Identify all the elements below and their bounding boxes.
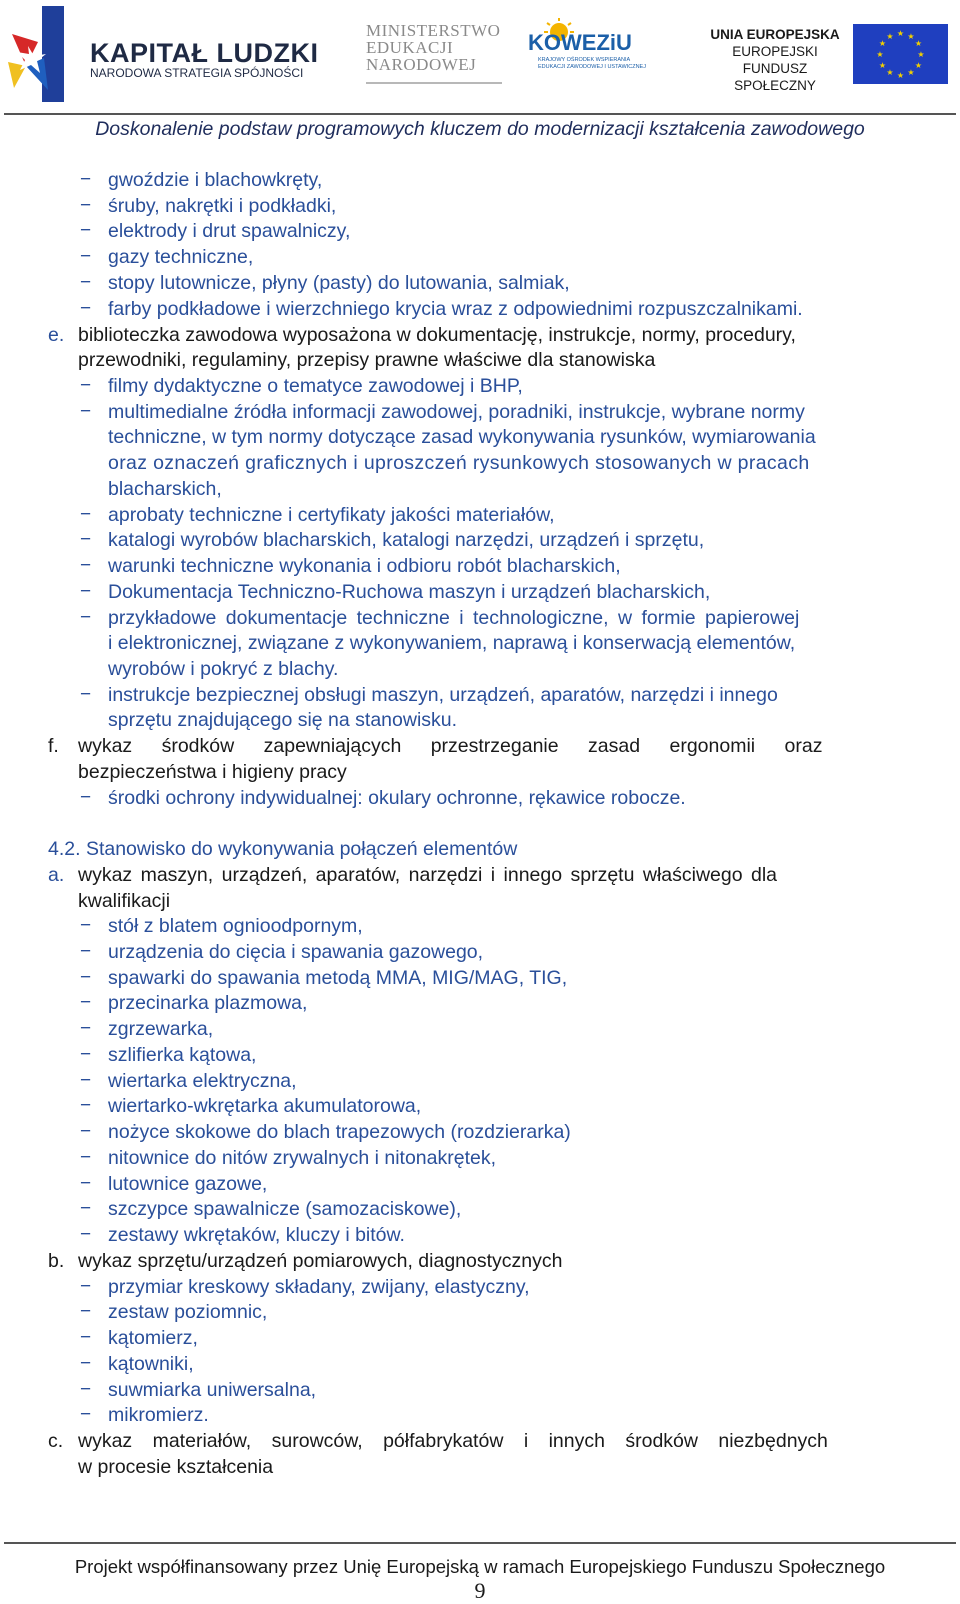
list-item: multimedialne źródła informacji zawodowej, poradniki, instrukcje, wybrane normy bbox=[108, 401, 805, 423]
eu-flag-icon bbox=[853, 24, 948, 84]
list-dash: − bbox=[80, 581, 92, 602]
list-dash: − bbox=[80, 684, 92, 705]
list-dash: − bbox=[80, 1198, 92, 1219]
list-item: stół z blatem ognioodpornym, bbox=[108, 915, 363, 937]
item-marker-b: b. bbox=[48, 1250, 65, 1272]
svg-text:★: ★ bbox=[914, 61, 923, 70]
list-item: zgrzewarka, bbox=[108, 1018, 214, 1040]
item-b-line-1: wykaz sprzętu/urządzeń pomiarowych, diagnostycznych bbox=[78, 1250, 563, 1272]
svg-text:★: ★ bbox=[896, 71, 905, 80]
kapital-ludzki-subtitle: NARODOWA STRATEGIA SPÓJNOŚCI bbox=[90, 66, 304, 80]
ministry-logo bbox=[366, 22, 500, 73]
svg-text:★: ★ bbox=[876, 50, 884, 59]
item-a-line-1: wykaz maszyn, urządzeń, aparatów, narzędzi i innego sprzętu właściwego dla bbox=[78, 864, 778, 886]
list-dash: − bbox=[80, 555, 92, 576]
list-dash: − bbox=[80, 504, 92, 525]
list-dash: − bbox=[80, 195, 92, 216]
eu-text bbox=[704, 26, 846, 94]
kowezu-name: KOWEZiU bbox=[528, 30, 632, 55]
ministry-line-1: MINISTERSTWO bbox=[366, 21, 501, 40]
list-dash: − bbox=[80, 1379, 92, 1400]
list-dash: − bbox=[80, 529, 92, 550]
kapital-ludzki-title: KAPITAŁ LUDZKI bbox=[90, 38, 319, 68]
list-item: warunki techniczne wykonania i odbioru robót blacharskich, bbox=[108, 555, 621, 577]
svg-text:★: ★ bbox=[914, 39, 923, 48]
item-c-line-1: wykaz materiałów, surowców, półfabrykatów i innych środków niezbędnych bbox=[78, 1430, 828, 1452]
list-item: szczypce spawalnicze (samozaciskowe), bbox=[108, 1198, 462, 1220]
list-dash: − bbox=[80, 1353, 92, 1374]
item-marker-f: f. bbox=[48, 735, 59, 757]
list-dash: − bbox=[80, 298, 92, 319]
list-item: farby podkładowe i wierzchniego krycia wraz z odpowiednimi rozpuszczalnikami. bbox=[108, 298, 803, 320]
list-dash: − bbox=[80, 272, 92, 293]
list-dash: − bbox=[80, 1070, 92, 1091]
list-dash: − bbox=[80, 607, 92, 628]
header-divider bbox=[4, 113, 956, 115]
list-dash: − bbox=[80, 967, 92, 988]
list-item: zestawy wkrętaków, kluczy i bitów. bbox=[108, 1224, 405, 1246]
list-item: kątowniki, bbox=[108, 1353, 194, 1375]
footer-text: Projekt współfinansowany przez Unię Europejską w ramach Europejskiego Funduszu Społecznego bbox=[74, 1556, 886, 1577]
list-item-continuation: sprzętu znajdującego się na stanowisku. bbox=[108, 709, 458, 731]
list-item: przymiar kreskowy składany, zwijany, elastyczny, bbox=[108, 1276, 530, 1298]
footer-divider bbox=[4, 1542, 956, 1544]
list-dash: − bbox=[80, 1095, 92, 1116]
item-f-line-2: bezpieczeństwa i higieny pracy bbox=[78, 761, 347, 783]
list-item: przecinarka plazmowa, bbox=[108, 992, 308, 1014]
list-item: suwmiarka uniwersalna, bbox=[108, 1379, 317, 1401]
header-logos bbox=[0, 0, 960, 112]
section-heading: 4.2. Stanowisko do wykonywania połączeń elementów bbox=[48, 838, 518, 860]
list-dash: − bbox=[80, 1044, 92, 1065]
list-item: urządzenia do cięcia i spawania gazowego, bbox=[108, 941, 484, 963]
eu-line-1: UNIA EUROPEJSKA bbox=[710, 27, 840, 42]
kowezu-subtitle bbox=[538, 57, 646, 71]
kowezu-subtitle-line-2: EDUKACJI ZAWODOWEJ I USTAWICZNEJ bbox=[538, 64, 646, 70]
ministry-logo-underline bbox=[366, 82, 502, 84]
list-dash: − bbox=[80, 1018, 92, 1039]
kowezu-subtitle-line-1: KRAJOWY OŚRODEK WSPIERANIA bbox=[538, 57, 631, 63]
list-dash: − bbox=[80, 941, 92, 962]
list-dash: − bbox=[80, 1301, 92, 1322]
list-dash: − bbox=[80, 1121, 92, 1142]
ministry-line-2: EDUKACJI bbox=[366, 38, 454, 57]
kapital-ludzki-logo-mark bbox=[4, 4, 66, 104]
list-dash: − bbox=[80, 375, 92, 396]
page-number: 9 bbox=[474, 1578, 486, 1603]
list-item: Dokumentacja Techniczno-Ruchowa maszyn i urządzeń blacharskich, bbox=[108, 581, 711, 603]
list-item-continuation: wyrobów i pokryć z blachy. bbox=[108, 658, 339, 680]
list-item: elektrody i drut spawalniczy, bbox=[108, 220, 351, 242]
list-item: mikromierz. bbox=[108, 1404, 209, 1426]
list-dash: − bbox=[80, 220, 92, 241]
item-marker-c: c. bbox=[48, 1430, 64, 1452]
item-a-line-2: kwalifikacji bbox=[78, 890, 171, 912]
list-item: szlifierka kątowa, bbox=[108, 1044, 257, 1066]
list-item: nożyce skokowe do blach trapezowych (rozdzierarka) bbox=[108, 1121, 571, 1143]
list-dash: − bbox=[80, 1224, 92, 1245]
ministry-line-3: NARODOWEJ bbox=[366, 55, 477, 74]
list-item: przykładowe dokumentacje techniczne i technologiczne, w formie papierowej bbox=[108, 607, 800, 629]
item-marker-e: e. bbox=[48, 324, 65, 346]
item-e-line-1: biblioteczka zawodowa wyposażona w dokumentację, instrukcje, normy, procedury, bbox=[78, 324, 796, 346]
list-item-continuation: oraz oznaczeń graficznych i uproszczeń rysunkowych stosowanych w pracach bbox=[108, 452, 810, 474]
list-item: aprobaty techniczne i certyfikaty jakości materiałów, bbox=[108, 504, 555, 526]
running-title: Doskonalenie podstaw programowych kluczem do modernizacji kształcenia zawodowego bbox=[95, 118, 865, 140]
list-dash: − bbox=[80, 915, 92, 936]
list-item: gwoździe i blachowkręty, bbox=[108, 169, 323, 191]
list-dash: − bbox=[80, 1147, 92, 1168]
item-marker-a: a. bbox=[48, 864, 65, 886]
svg-text:★: ★ bbox=[878, 61, 887, 70]
svg-text:★: ★ bbox=[907, 68, 915, 77]
svg-text:★: ★ bbox=[878, 39, 887, 48]
list-item: gazy techniczne, bbox=[108, 246, 254, 268]
eu-line-2: EUROPEJSKI bbox=[732, 44, 818, 59]
list-dash: − bbox=[80, 1173, 92, 1194]
list-item: filmy dydaktyczne o tematyce zawodowej i BHP, bbox=[108, 375, 523, 397]
list-dash: − bbox=[80, 1276, 92, 1297]
list-item-continuation: blacharskich, bbox=[108, 478, 222, 500]
list-item: śruby, nakrętki i podkładki, bbox=[108, 195, 337, 217]
list-item: lutownice gazowe, bbox=[108, 1173, 268, 1195]
list-dash: − bbox=[80, 246, 92, 267]
list-item: spawarki do spawania metodą MMA, MIG/MAG, TIG, bbox=[108, 967, 568, 989]
list-item: zestaw poziomnic, bbox=[108, 1301, 268, 1323]
list-dash: − bbox=[80, 787, 92, 808]
list-item: stopy lutownicze, płyny (pasty) do lutowania, salmiak, bbox=[108, 272, 570, 294]
svg-text:★: ★ bbox=[917, 50, 925, 59]
list-item: kątomierz, bbox=[108, 1327, 198, 1349]
svg-text:★: ★ bbox=[886, 32, 894, 41]
item-c-line-2: w procesie kształcenia bbox=[78, 1456, 274, 1478]
list-dash: − bbox=[80, 401, 92, 422]
list-item: nitownice do nitów zrywalnych i nitonakrętek, bbox=[108, 1147, 497, 1169]
list-item: wiertarko-wkrętarka akumulatorowa, bbox=[108, 1095, 422, 1117]
item-f-line-1: wykaz środków zapewniających przestrzeganie zasad ergonomii oraz bbox=[78, 735, 823, 757]
list-dash: − bbox=[80, 992, 92, 1013]
list-item-continuation: techniczne, w tym normy dotyczące zasad wykonywania rysunków, wymiarowania bbox=[108, 426, 816, 448]
list-item: wiertarka elektryczna, bbox=[108, 1070, 297, 1092]
list-item: instrukcje bezpiecznej obsługi maszyn, urządzeń, aparatów, narzędzi i innego bbox=[108, 684, 778, 706]
item-e-line-2: przewodniki, regulaminy, przepisy prawne właściwe dla stanowiska bbox=[78, 349, 656, 371]
svg-text:★: ★ bbox=[886, 68, 894, 77]
svg-text:★: ★ bbox=[896, 29, 905, 38]
list-item-continuation: i elektronicznej, związane z wykonywaniem, naprawą i konserwacją elementów, bbox=[108, 632, 796, 654]
list-dash: − bbox=[80, 169, 92, 190]
list-dash: − bbox=[80, 1404, 92, 1425]
list-dash: − bbox=[80, 1327, 92, 1348]
svg-text:★: ★ bbox=[907, 32, 915, 41]
list-item: katalogi wyrobów blacharskich, katalogi narzędzi, urządzeń i sprzętu, bbox=[108, 529, 705, 551]
list-item: środki ochrony indywidualnej: okulary ochronne, rękawice robocze. bbox=[108, 787, 686, 809]
eu-line-3: FUNDUSZ SPOŁECZNY bbox=[734, 61, 816, 93]
